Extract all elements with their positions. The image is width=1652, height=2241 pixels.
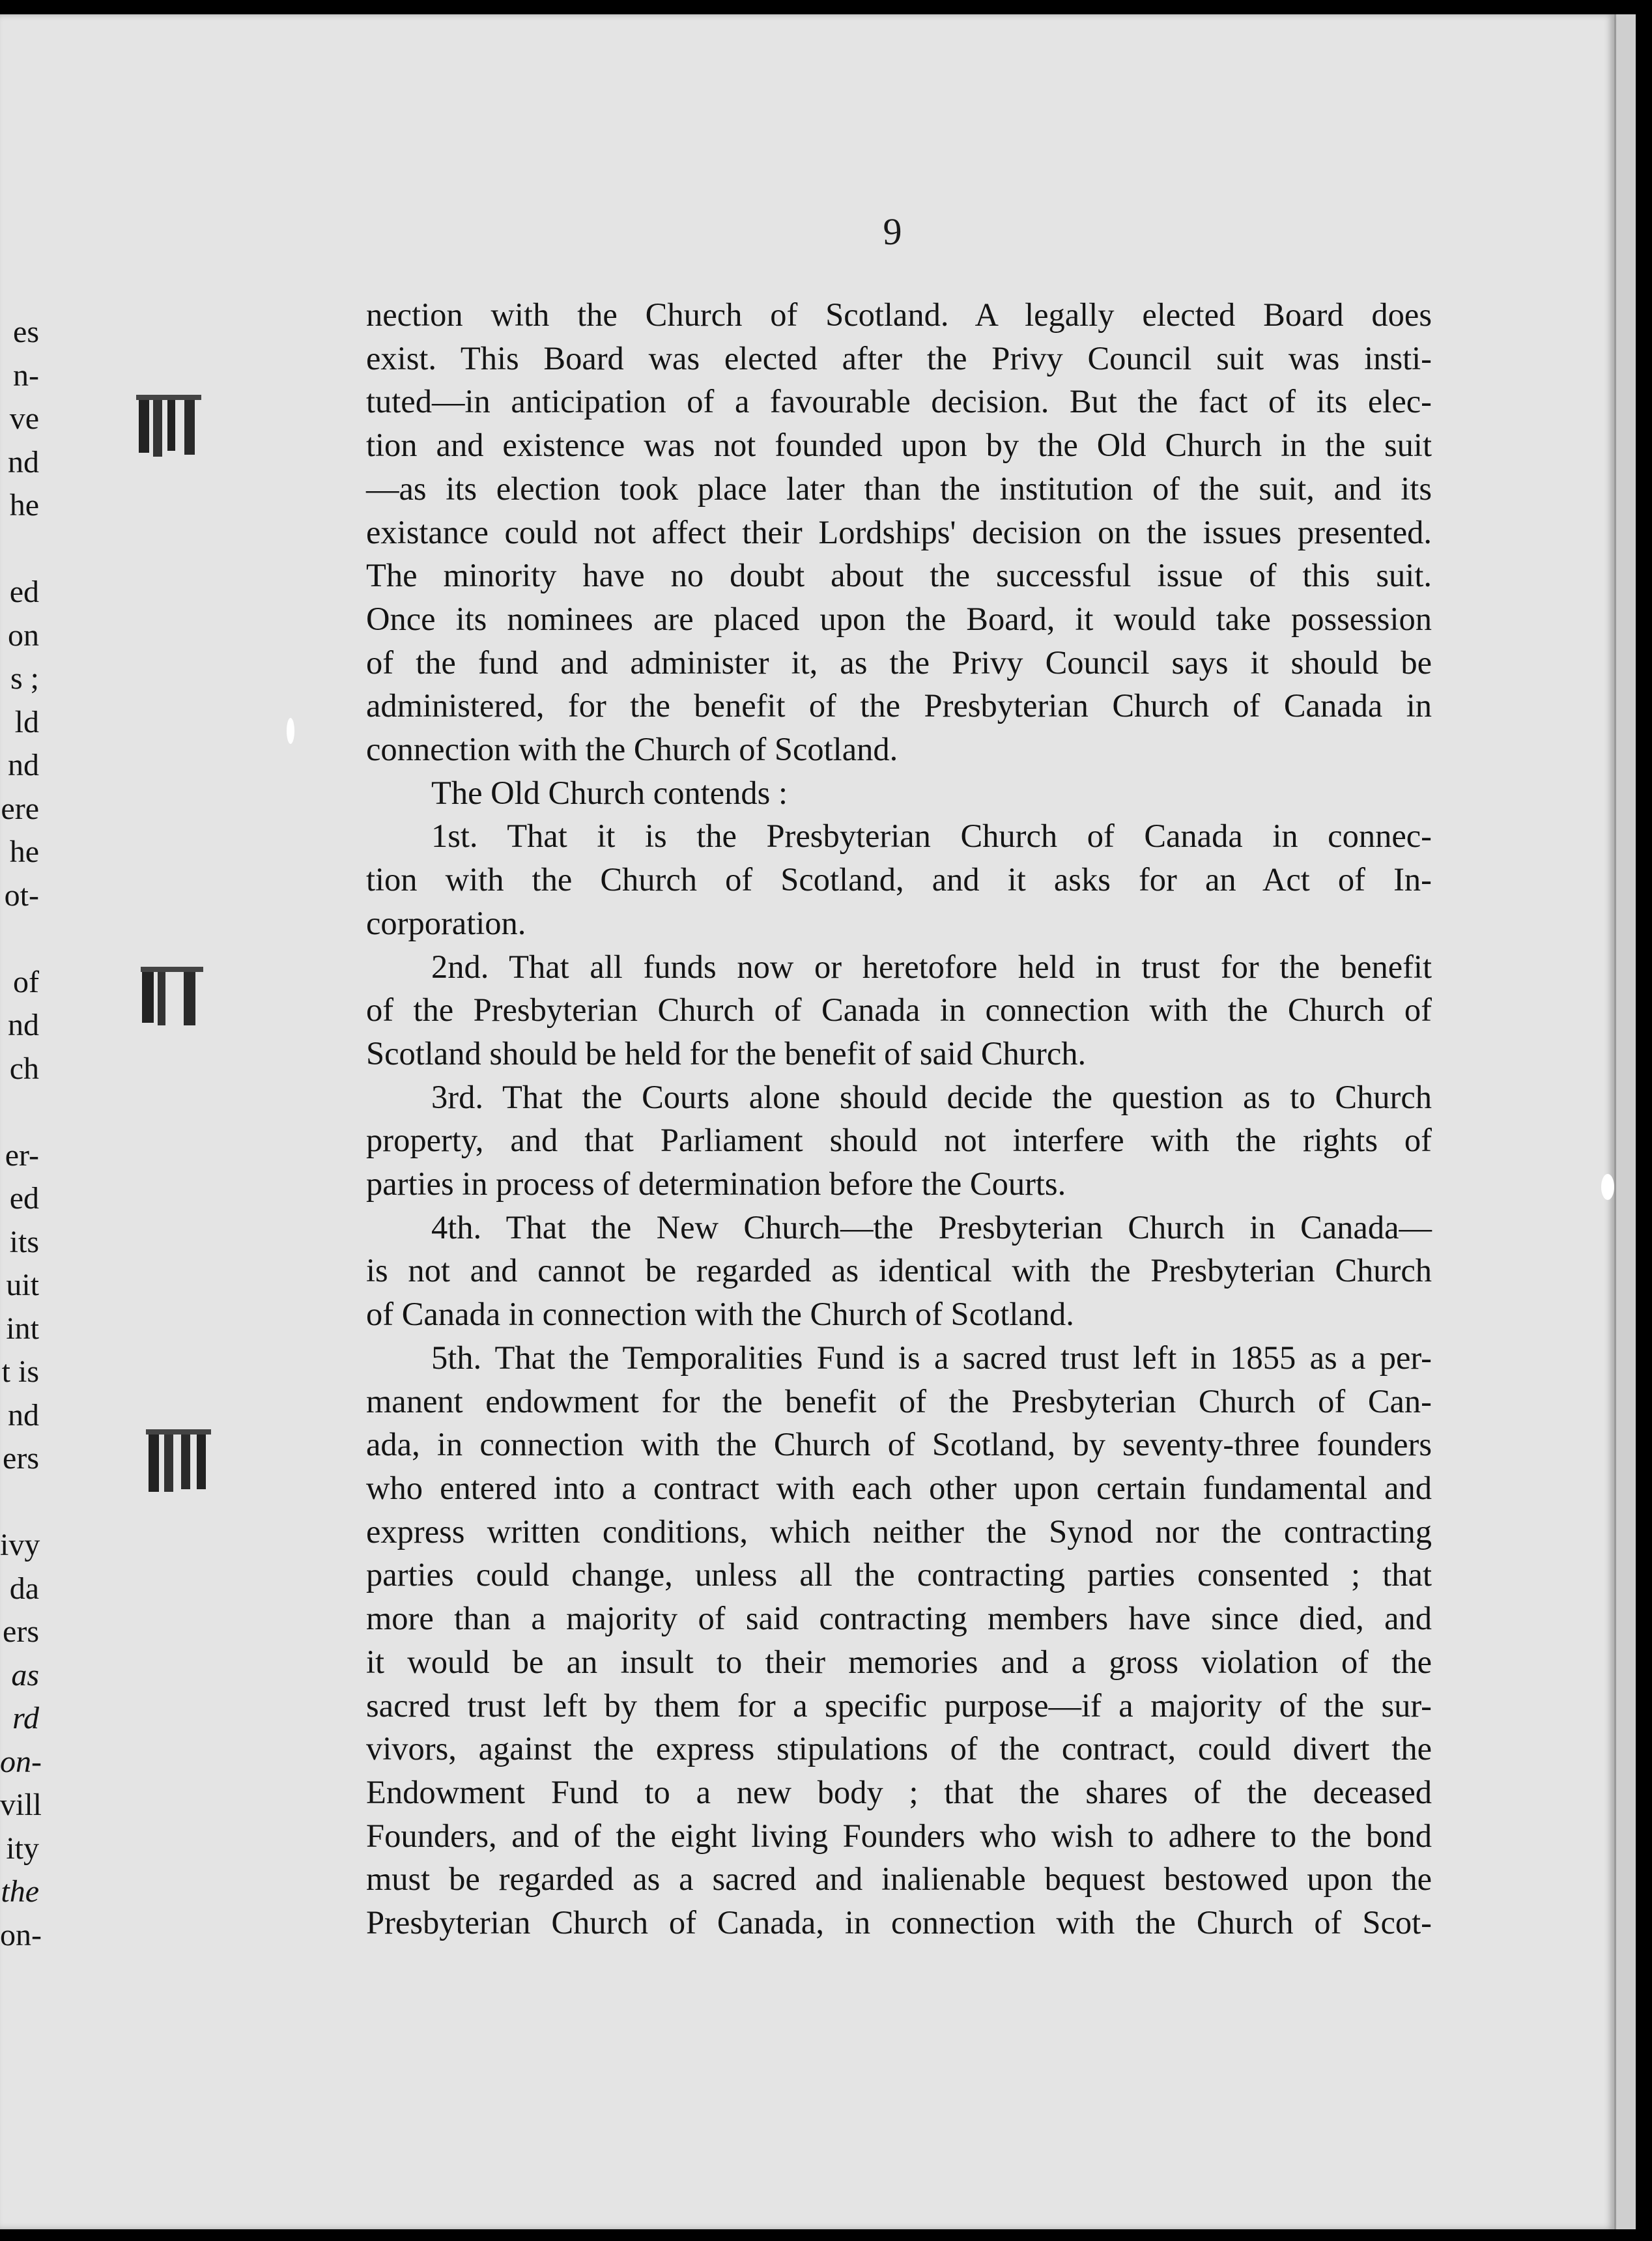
text-line: tion and existence was not founded upon by the Old Church in the suit — [366, 427, 1432, 464]
fragment: ed — [9, 575, 39, 609]
fragment: ed — [9, 1181, 39, 1216]
text-line: —as its election took place later than the institution of the suit, and its — [366, 470, 1432, 507]
binding-hole-mark — [142, 1427, 220, 1498]
fragment: ld — [14, 704, 39, 739]
text-line: Presbyterian Church of Canada, in connection with the Church of Scot- — [366, 1904, 1432, 1941]
fragment: ch — [9, 1051, 39, 1086]
fragment: s ; — [10, 661, 39, 696]
fragment: rd — [12, 1701, 39, 1735]
fragment: es — [13, 315, 39, 349]
fragment: ve — [9, 401, 39, 436]
text-line: exist. This Board was elected after the Privy Council suit was insti- — [366, 339, 1432, 377]
text-line: tuted—in anticipation of a favourable decision. But the fact of its elec- — [366, 383, 1432, 420]
fragment: on — [8, 618, 39, 653]
fragment: n- — [13, 358, 39, 393]
scanned-page — [0, 14, 1614, 2229]
text-line: more than a majority of said contracting members have since died, and — [366, 1600, 1432, 1637]
point-1 — [366, 814, 1432, 945]
fragment: ivy — [0, 1528, 40, 1562]
text-line: is not and cannot be regarded as identical with the Presbyterian Church — [366, 1252, 1432, 1289]
text-line: it would be an insult to their memories and a gross violation of the — [366, 1643, 1432, 1680]
dust-speck — [1601, 1174, 1614, 1200]
text-line: express written conditions, which neither the Synod nor the contracting — [366, 1513, 1432, 1550]
text-line: who entered into a contract with each other upon certain fundamental and — [366, 1469, 1432, 1506]
point-4 — [366, 1206, 1432, 1336]
fragment: he — [9, 835, 39, 869]
dust-speck — [287, 718, 294, 744]
fragment: on- — [0, 1744, 42, 1779]
text-line: 5th. That the Temporalities Fund is a sacred trust left in 1855 as a per- — [431, 1339, 1432, 1376]
point-3 — [366, 1076, 1432, 1206]
fragment — [0, 528, 39, 571]
point-2 — [366, 945, 1432, 1076]
text-line: tion with the Church of Scotland, and it asks for an Act of In- — [366, 861, 1432, 898]
text-line: of Canada in connection with the Church of Scotland. — [366, 1296, 1074, 1333]
text-line: sacred trust left by them for a specific purpose—if a majority of the sur- — [366, 1687, 1432, 1724]
fragment: uit — [6, 1268, 39, 1302]
fragment: ers — [3, 1614, 39, 1649]
text-line: administered, for the benefit of the Presbyterian Church of Canada in — [366, 687, 1432, 724]
binding-hole-mark — [138, 963, 216, 1035]
fragment: as — [11, 1657, 39, 1692]
text-line: corporation. — [366, 904, 526, 941]
fragment: its — [9, 1224, 39, 1259]
text-line: vivors, against the express stipulations of the contract, could divert the — [366, 1730, 1432, 1767]
binding-hole-mark — [134, 392, 212, 464]
contends-heading: The Old Church contends : — [431, 774, 788, 811]
text-line: Scotland should be held for the benefit of said Church. — [366, 1035, 1087, 1072]
fragment: ot- — [4, 878, 39, 913]
text-line: manent endowment for the benefit of the Presbyterian Church of Can- — [366, 1382, 1432, 1420]
fragment — [0, 1481, 39, 1524]
text-line: of the fund and administer it, as the Privy Council says it should be — [366, 644, 1432, 681]
text-line: ada, in connection with the Church of Scotland, by seventy-three founders — [366, 1426, 1432, 1463]
paragraph-board — [366, 293, 1432, 771]
text-line: parties could change, unless all the contracting parties consented ; that — [366, 1556, 1432, 1593]
text-line: Once its nominees are placed upon the Board, it would take possession — [366, 600, 1432, 637]
text-line: parties in process of determination before the Courts. — [366, 1165, 1066, 1203]
text-line: connection with the Church of Scotland. — [366, 731, 898, 768]
text-line: Founders, and of the eight living Founders who wish to adhere to the bond — [366, 1817, 1432, 1854]
text-line: 2nd. That all funds now or heretofore held in trust for the benefit — [431, 948, 1432, 985]
page-number: 9 — [883, 210, 902, 253]
facing-page-fragments — [0, 311, 42, 1957]
fragment: nd — [8, 748, 39, 782]
point-5 — [366, 1336, 1432, 1945]
text-line: The minority have no doubt about the successful issue of this suit. — [366, 557, 1432, 594]
fragment: int — [6, 1311, 39, 1346]
fragment: nd — [8, 1397, 39, 1433]
body-text — [366, 293, 1432, 1945]
fragment: he — [9, 488, 39, 522]
text-line: of the Presbyterian Church of Canada in connection with the Church of — [366, 992, 1432, 1029]
fragment: er- — [5, 1137, 39, 1173]
fragment: da — [9, 1571, 39, 1606]
text-line: existance could not affect their Lordships' decision on the issues presented. — [366, 513, 1432, 550]
fragment: ere — [1, 791, 39, 826]
fragment: on- — [0, 1917, 42, 1952]
fragment — [0, 1091, 39, 1134]
fragment: of — [13, 964, 39, 999]
fragment: ers — [3, 1441, 39, 1476]
text-line: 3rd. That the Courts alone should decide the question as to Church — [431, 1078, 1432, 1115]
text-line: 1st. That it is the Presbyterian Church of Canada in connec- — [431, 818, 1432, 855]
fragment: ity — [6, 1831, 39, 1866]
fragment: vill — [0, 1788, 42, 1822]
text-line: Endowment Fund to a new body ; that the shares of the deceased — [366, 1773, 1432, 1810]
text-line: nection with the Church of Scotland. A legally elected Board does — [366, 296, 1432, 333]
fragment: nd — [8, 444, 39, 479]
fragment: nd — [8, 1008, 39, 1042]
fragment: t is — [1, 1354, 39, 1389]
text-line: must be regarded as a sacred and inalienable bequest bestowed upon the — [366, 1861, 1432, 1898]
fragment — [0, 917, 39, 961]
text-line: 4th. That the New Church—the Presbyterian Church in Canada— — [431, 1208, 1432, 1246]
text-line: property, and that Parliament should not interfere with the rights of — [366, 1122, 1432, 1159]
fragment: the — [1, 1874, 39, 1909]
page-edge-shadow — [1614, 14, 1636, 2229]
